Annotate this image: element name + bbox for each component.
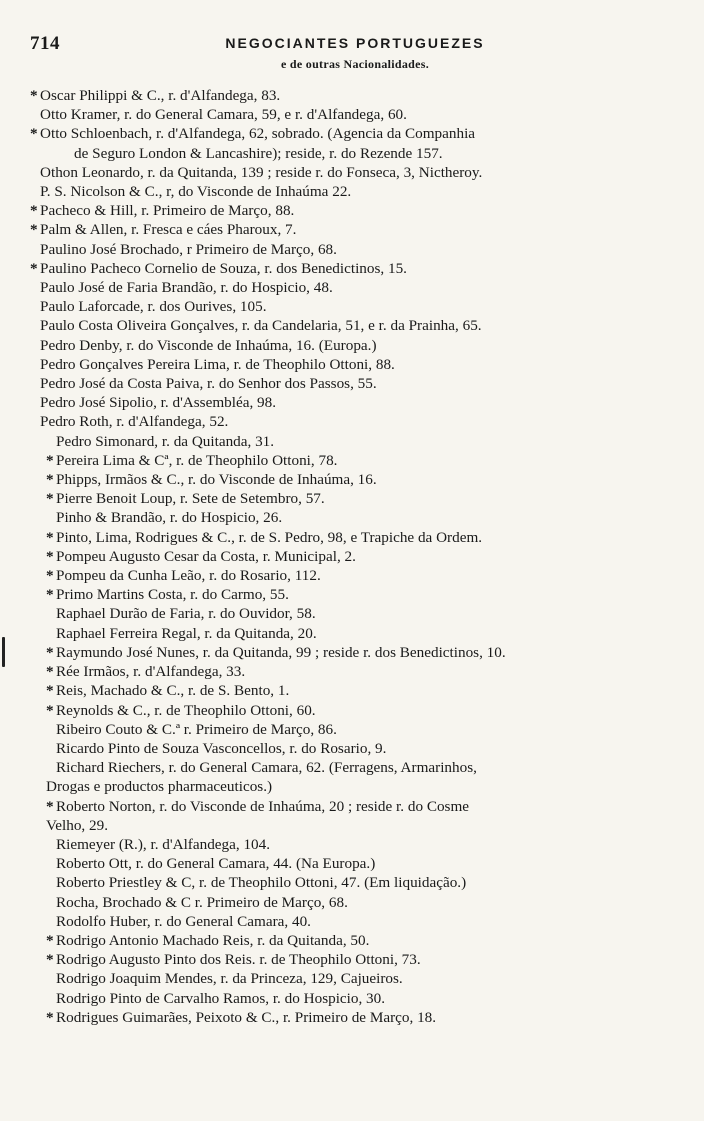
list-item	[30, 931, 680, 950]
list-item-continuation: Velho, 29.	[46, 816, 109, 834]
list-item	[30, 873, 680, 892]
entry-marker: *	[46, 471, 54, 489]
entry-marker: *	[46, 586, 54, 604]
list-item	[30, 124, 680, 143]
list-item	[30, 1008, 680, 1027]
margin-mark	[2, 637, 5, 667]
list-item	[30, 451, 680, 470]
list-item	[30, 528, 680, 547]
entry-text: Roberto Ott, r. do General Camara, 44. (Na Europa.)	[56, 855, 376, 873]
entry-text: Ricardo Pinto de Souza Vasconcellos, r. do Rosario, 9.	[56, 739, 387, 757]
entry-text: Rocha, Brochado & C r. Primeiro de Março, 68.	[56, 893, 348, 911]
entry-text: Rodrigo Antonio Machado Reis, r. da Quitanda, 50.	[56, 931, 370, 949]
entry-marker: *	[46, 797, 54, 815]
list-item	[30, 508, 680, 527]
list-item	[30, 624, 680, 643]
list-item	[30, 259, 680, 278]
entry-marker: *	[46, 701, 54, 719]
list-item	[30, 969, 680, 988]
entry-marker: *	[46, 490, 54, 508]
page-title: NEGOCIANTES PORTUGUEZES	[225, 35, 485, 51]
entry-text: Pedro Gonçalves Pereira Lima, r. de Theophilo Ottoni, 88.	[40, 355, 395, 373]
entry-text: Otto Schloenbach, r. d'Alfandega, 62, sobrado. (Agencia da Companhia	[40, 125, 476, 143]
entry-text: Pedro Denby, r. do Visconde de Inhaúma, 16. (Europa.)	[40, 336, 377, 354]
page-header	[30, 33, 680, 73]
list-item	[30, 163, 680, 182]
entry-text: Roberto Priestley & C, r. de Theophilo Ottoni, 47. (Em liquidação.)	[56, 874, 467, 892]
entry-text: Pompeu Augusto Cesar da Costa, r. Municipal, 2.	[56, 547, 356, 565]
entry-marker: *	[46, 931, 54, 949]
entry-marker: *	[46, 682, 54, 700]
list-item	[30, 105, 680, 124]
list-item	[30, 297, 680, 316]
list-item	[30, 393, 680, 412]
entry-text: Pedro José da Costa Paiva, r. do Senhor dos Passos, 55.	[40, 375, 377, 393]
entry-text: Othon Leonardo, r. da Quitanda, 139 ; reside r. do Fonseca, 3, Nictheroy.	[40, 163, 483, 181]
entry-text: Pedro Roth, r. d'Alfandega, 52.	[40, 413, 229, 431]
entry-marker: *	[30, 202, 38, 220]
entry-marker: *	[46, 1008, 54, 1026]
entry-marker: *	[30, 221, 38, 239]
entry-text: Pierre Benoit Loup, r. Sete de Setembro, 57.	[56, 490, 325, 508]
list-item	[30, 201, 680, 220]
entry-text: Pompeu da Cunha Leão, r. do Rosario, 112.	[56, 567, 321, 585]
list-item	[30, 355, 680, 374]
entry-text: Phipps, Irmãos & C., r. do Visconde de Inhaúma, 16.	[56, 471, 377, 489]
list-item	[30, 681, 680, 700]
entry-list	[30, 86, 680, 1027]
entry-text: Pinho & Brandão, r. do Hospicio, 26.	[56, 509, 283, 527]
entry-text: Rodrigues Guimarães, Peixoto & C., r. Primeiro de Março, 18.	[56, 1008, 437, 1026]
entry-text: Rodrigo Pinto de Carvalho Ramos, r. do Hospicio, 30.	[56, 989, 386, 1007]
entry-text: Palm & Allen, r. Fresca e cáes Pharoux, 7.	[40, 221, 297, 239]
list-item	[30, 662, 680, 681]
entry-text: Rodolfo Huber, r. do General Camara, 40.	[56, 912, 311, 930]
list-item	[30, 989, 680, 1008]
list-item	[30, 701, 680, 720]
list-item	[30, 739, 680, 758]
entry-text: Raphael Durão de Faria, r. do Ouvidor, 58.	[56, 605, 316, 623]
entry-text: Primo Martins Costa, r. do Carmo, 55.	[56, 586, 289, 604]
list-item	[30, 86, 680, 105]
list-item	[30, 412, 680, 431]
list-item	[30, 950, 680, 969]
entry-text: Roberto Norton, r. do Visconde de Inhaúma, 20 ; reside r. do Cosme	[56, 797, 470, 815]
list-item-continuation: Drogas e productos pharmaceuticos.)	[46, 778, 273, 796]
list-item	[30, 604, 680, 623]
entry-text: Rodrigo Augusto Pinto dos Reis. r. de Theophilo Ottoni, 73.	[56, 951, 421, 969]
entry-text: Rodrigo Joaquim Mendes, r. da Princeza, 129, Cajueiros.	[56, 970, 403, 988]
entry-text: Paulino Pacheco Cornelio de Souza, r. dos Benedictinos, 15.	[40, 259, 407, 277]
list-item	[30, 374, 680, 393]
list-item	[30, 835, 680, 854]
entry-marker: *	[46, 643, 54, 661]
list-item	[30, 758, 680, 777]
entry-text: Otto Kramer, r. do General Camara, 59, e r. d'Alfandega, 60.	[40, 106, 407, 124]
entry-marker: *	[46, 567, 54, 585]
list-item	[30, 182, 680, 201]
list-item	[30, 912, 680, 931]
page-subtitle: e de outras Nacionalidades.	[280, 57, 430, 71]
entry-text: Pedro José Sipolio, r. d'Assembléa, 98.	[40, 394, 277, 412]
list-item	[30, 854, 680, 873]
list-item	[30, 470, 680, 489]
entry-text: Paulo Laforcade, r. dos Ourives, 105.	[40, 298, 267, 316]
entry-text: Paulo Costa Oliveira Gonçalves, r. da Candelaria, 51, e r. da Prainha, 65.	[40, 317, 482, 335]
entry-marker: *	[30, 125, 38, 143]
entry-text: Reynolds & C., r. de Theophilo Ottoni, 60.	[56, 701, 316, 719]
list-item	[30, 316, 680, 335]
entry-text: Paulino José Brochado, r Primeiro de Março, 68.	[40, 240, 337, 258]
entry-text: Reis, Machado & C., r. de S. Bento, 1.	[56, 682, 290, 700]
list-item	[30, 336, 680, 355]
list-item	[30, 547, 680, 566]
entry-text: Oscar Philippi & C., r. d'Alfandega, 83.	[40, 87, 281, 104]
list-item	[30, 432, 680, 451]
list-item	[30, 240, 680, 259]
list-item	[30, 489, 680, 508]
entry-text: Pedro Simonard, r. da Quitanda, 31.	[56, 432, 275, 450]
entry-text: Richard Riechers, r. do General Camara, 62. (Ferragens, Armarinhos,	[56, 759, 477, 777]
list-item	[30, 893, 680, 912]
entry-text: Riemeyer (R.), r. d'Alfandega, 104.	[56, 835, 271, 853]
list-item	[30, 566, 680, 585]
entry-text: Raphael Ferreira Regal, r. da Quitanda, 20.	[56, 624, 317, 642]
entry-text: Paulo José de Faria Brandão, r. do Hospicio, 48.	[40, 279, 333, 297]
list-item	[30, 797, 680, 816]
list-item	[30, 720, 680, 739]
entry-text: Pereira Lima & Cª, r. de Theophilo Ottoni, 78.	[56, 451, 338, 469]
entry-text: Pinto, Lima, Rodrigues & C., r. de S. Pedro, 98, e Trapiche da Ordem.	[56, 528, 483, 546]
entry-marker: *	[30, 87, 38, 104]
entry-marker: *	[46, 663, 54, 681]
entry-marker: *	[30, 259, 38, 277]
entry-text: Ribeiro Couto & C.ª r. Primeiro de Março, 86.	[56, 720, 337, 738]
entry-text: P. S. Nicolson & C., r, do Visconde de Inhaúma 22.	[40, 183, 352, 201]
list-item	[30, 585, 680, 604]
entry-text: Pacheco & Hill, r. Primeiro de Março, 88.	[40, 202, 295, 220]
list-item	[30, 643, 680, 662]
entry-marker: *	[46, 547, 54, 565]
list-item-continuation: de Seguro London & Lancashire); reside, r. do Rezende 157.	[74, 144, 443, 162]
list-item	[30, 220, 680, 239]
entry-text: Raymundo José Nunes, r. da Quitanda, 99 ; reside r. dos Benedictinos, 10.	[56, 643, 506, 661]
page-number: 714	[30, 33, 60, 54]
entry-marker: *	[46, 451, 54, 469]
list-item	[30, 278, 680, 297]
entry-marker: *	[46, 528, 54, 546]
entry-marker: *	[46, 951, 54, 969]
entry-text: Rée Irmãos, r. d'Alfandega, 33.	[56, 663, 246, 681]
